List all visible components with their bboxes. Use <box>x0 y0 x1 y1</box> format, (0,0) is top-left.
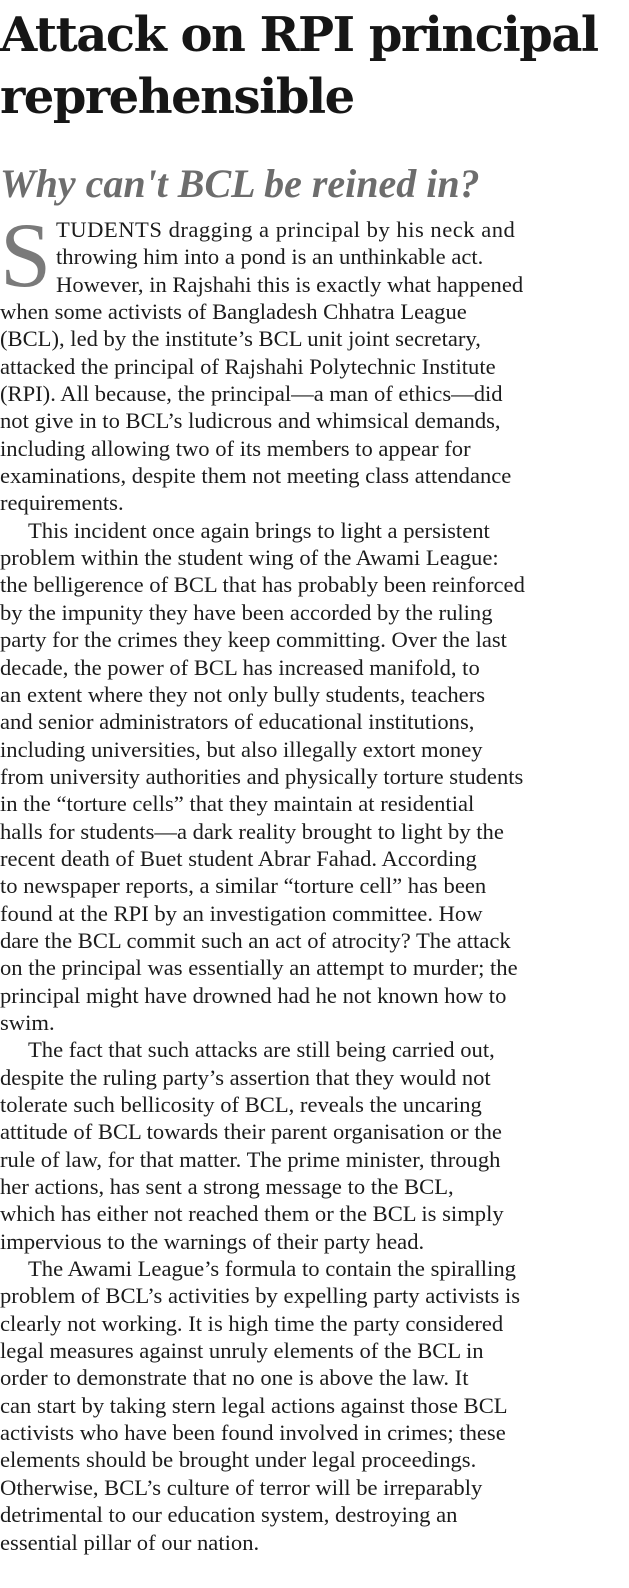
body-line: not give in to BCL’s ludicrous and whimsical demands, <box>0 408 501 434</box>
body-line: principal might have drowned had he not known how to <box>0 982 507 1008</box>
body-line: attitude of BCL towards their parent organisation or the <box>0 1119 502 1145</box>
body-line: halls for students—a dark reality brought to light by the <box>0 818 504 844</box>
body-line: The fact that such attacks are still being carried out, <box>28 1037 495 1063</box>
body-line: This incident once again brings to light a persistent <box>28 517 490 543</box>
body-line: which has either not reached them or the BCL is simply <box>0 1201 504 1227</box>
body-line: examinations, despite them not meeting class attendance <box>0 463 512 489</box>
body-line: requirements. <box>0 490 124 516</box>
body-line: including allowing two of its members to appear for <box>0 435 471 461</box>
body-line: her actions, has sent a strong message to the BCL, <box>0 1174 454 1200</box>
body-line: throwing him into a pond is an unthinkable act. <box>56 244 484 270</box>
paragraph-4 <box>0 1255 622 1556</box>
paragraph-1 <box>0 204 622 517</box>
body-line: order to demonstrate that no one is above the law. It <box>0 1365 469 1391</box>
body-line: (BCL), led by the institute’s BCL unit joint secretary, <box>0 326 481 352</box>
drop-cap: S <box>0 204 52 306</box>
paragraph-2 <box>0 517 622 1037</box>
body-line: tolerate such bellicosity of BCL, reveals the uncaring <box>0 1092 482 1117</box>
body-line: recent death of Buet student Abrar Fahad. According <box>0 845 477 871</box>
body-line: elements should be brought under legal proceedings. <box>0 1447 477 1473</box>
body-line: impervious to the warnings of their party head. <box>0 1228 425 1254</box>
body-line: TUDENTS dragging a principal by his neck and <box>56 217 516 242</box>
body-line: and senior administrators of educational institutions, <box>0 709 475 735</box>
body-line: Otherwise, BCL’s culture of terror will be irreparably <box>0 1474 483 1500</box>
body-line: problem within the student wing of the Awami League: <box>0 545 499 571</box>
body-line: from university authorities and physically torture students <box>0 763 524 789</box>
body-line: (RPI). All because, the principal—a man of ethics—did <box>0 381 503 407</box>
body-line: attacked the principal of Rajshahi Polytechnic Institute <box>0 353 496 379</box>
body-line: on the principal was essentially an attempt to murder; the <box>0 955 518 981</box>
body-line: activists who have been found involved in crimes; these <box>0 1420 506 1446</box>
subheadline: Why can't BCL be reined in? <box>0 161 480 206</box>
body-line: dare the BCL commit such an act of atrocity? The attack <box>0 927 511 953</box>
body-line: the belligerence of BCL that has probably been reinforced <box>0 572 525 598</box>
body-line: in the “torture cells” that they maintain at residential <box>0 791 475 817</box>
body-line: party for the crimes they keep committing. Over the last <box>0 627 507 653</box>
body-line: despite the ruling party’s assertion that they would not <box>0 1064 491 1090</box>
headline-line-1: Attack on RPI principal <box>0 7 598 63</box>
body-line: by the impunity they have been accorded by the ruling <box>0 599 493 625</box>
paragraph-3 <box>0 1036 622 1255</box>
article-body <box>0 204 622 1556</box>
body-line: an extent where they not only bully students, teachers <box>0 681 486 707</box>
body-line: to newspaper reports, a similar “torture cell” has been <box>0 873 487 899</box>
body-line: detrimental to our education system, destroying an <box>0 1502 458 1528</box>
body-line: including universities, but also illegally extort money <box>0 736 483 762</box>
body-line: essential pillar of our nation. <box>0 1529 260 1555</box>
body-line: can start by taking stern legal actions against those BCL <box>0 1392 508 1418</box>
body-line: clearly not working. It is high time the party considered <box>0 1310 504 1336</box>
body-line: found at the RPI by an investigation committee. How <box>0 900 483 926</box>
body-line: legal measures against unruly elements of the BCL in <box>0 1338 484 1364</box>
body-line: decade, the power of BCL has increased manifold, to <box>0 654 480 680</box>
body-line: However, in Rajshahi this is exactly what happened <box>56 271 524 297</box>
body-line: The Awami League’s formula to contain the spiralling <box>28 1256 516 1282</box>
body-line: when some activists of Bangladesh Chhatra League <box>0 299 467 325</box>
headline <box>0 4 629 128</box>
headline-line-2: reprehensible <box>0 69 354 125</box>
body-line: swim. <box>0 1009 55 1035</box>
body-line: problem of BCL’s activities by expelling party activists is <box>0 1283 521 1309</box>
body-line: rule of law, for that matter. The prime minister, through <box>0 1146 501 1172</box>
